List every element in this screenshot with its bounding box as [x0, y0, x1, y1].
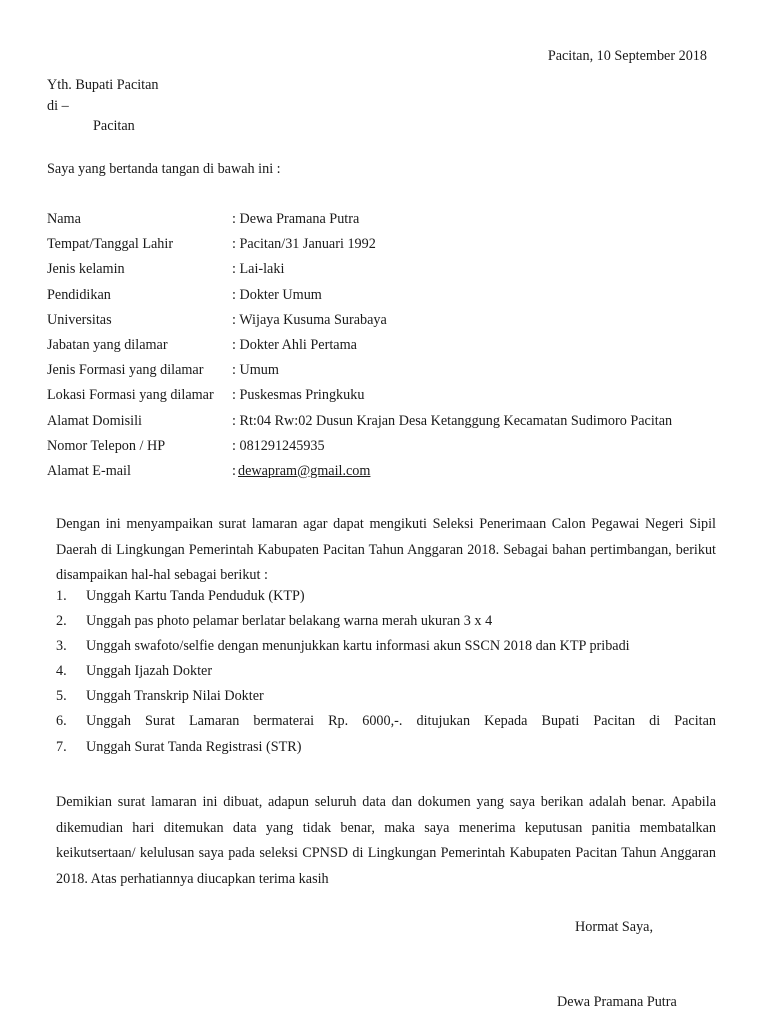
- biodata-row: [47, 236, 672, 261]
- biodata-value: : Lai-laki: [232, 261, 285, 278]
- list-text: Unggah Ijazah Dokter: [86, 663, 213, 680]
- list-number: 3.: [56, 638, 67, 655]
- paragraph-closing: Demikian surat lamaran ini dibuat, adapun seluruh data dan dokumen yang saya berikan adalah benar. Apabila dikemudian hari ditemukan data yang tidak benar, maka saya menerima keputusan panitia membatalkan keikutsertaan/ kelulusan saya pada seleksi CPNSD di Lingkungan Pemerintah Kabupaten Pacitan Tahun Anggaran 2018. Atas perhatiannya diucapkan terima kasih: [56, 794, 716, 887]
- list-item: [56, 688, 716, 713]
- recipient-line-2: di –: [47, 97, 69, 114]
- list-item: [56, 613, 716, 638]
- biodata-value: : Rt:04 Rw:02 Dusun Krajan Desa Ketanggung Kecamatan Sudimoro Pacitan: [232, 412, 673, 429]
- requirements-list: [56, 588, 716, 764]
- biodata-row: [47, 413, 672, 438]
- list-text: Unggah pas photo pelamar berlatar belakang warna merah ukuran 3 x 4: [86, 613, 493, 630]
- list-number: 5.: [56, 688, 67, 705]
- list-number: 4.: [56, 663, 67, 680]
- biodata-label: Jenis Formasi yang dilamar: [47, 362, 204, 379]
- email-link[interactable]: dewapram@gmail.com: [238, 462, 371, 479]
- list-text: Unggah Surat Lamaran bermaterai Rp. 6000,-. ditujukan Kepada Bupati Pacitan di Pacitan: [86, 713, 716, 730]
- biodata-row: [47, 337, 672, 362]
- biodata-value: : Puskesmas Pringkuku: [232, 387, 365, 404]
- list-text: Unggah Transkrip Nilai Dokter: [86, 688, 264, 705]
- biodata-colon: :: [232, 462, 236, 479]
- list-number: 1.: [56, 588, 67, 604]
- biodata-row: [47, 387, 672, 412]
- list-text: Unggah Surat Tanda Registrasi (STR): [86, 738, 302, 755]
- biodata-value: : Pacitan/31 Januari 1992: [232, 236, 376, 253]
- list-item: [56, 739, 716, 764]
- paragraph-intro: Dengan ini menyampaikan surat lamaran agar dapat mengikuti Seleksi Penerimaan Calon Pegawai Negeri Sipil Daerah di Lingkungan Pemerintah Kabupaten Pacitan Tahun Anggaran 2018. Sebagai bahan pertimbangan, berikut disampaikan hal-hal sebagai berikut :: [56, 516, 716, 584]
- letter-date: Pacitan, 10 September 2018: [547, 48, 707, 64]
- biodata-label: Alamat E-mail: [47, 462, 131, 479]
- list-text: Unggah Kartu Tanda Penduduk (KTP): [86, 588, 305, 604]
- biodata-row: [47, 261, 672, 286]
- recipient-block: [47, 75, 159, 137]
- signer-name: Dewa Pramana Putra: [557, 994, 677, 1010]
- list-number: 7.: [56, 738, 67, 755]
- biodata-table: [47, 211, 672, 488]
- biodata-label: Nomor Telepon / HP: [47, 437, 166, 454]
- biodata-row: [47, 287, 672, 312]
- biodata-value: : Dokter Umum: [232, 286, 322, 303]
- list-number: 6.: [56, 713, 67, 730]
- biodata-label: Lokasi Formasi yang dilamar: [47, 387, 214, 404]
- biodata-value: : Wijaya Kusuma Surabaya: [232, 311, 387, 328]
- biodata-label: Pendidikan: [47, 286, 111, 303]
- intro-text: Saya yang bertanda tangan di bawah ini :: [47, 161, 281, 177]
- list-item: [56, 638, 716, 663]
- biodata-row: [47, 312, 672, 337]
- recipient-line-1: Yth. Bupati Pacitan: [47, 77, 159, 93]
- list-text: Unggah swafoto/selfie dengan menunjukkan kartu informasi akun SSCN 2018 dan KTP pribadi: [86, 638, 630, 655]
- biodata-label: Tempat/Tanggal Lahir: [47, 236, 174, 253]
- biodata-value: : Dewa Pramana Putra: [232, 211, 360, 227]
- closing-salutation: Hormat Saya,: [575, 919, 654, 935]
- list-item: [56, 588, 716, 613]
- biodata-row: [47, 438, 672, 463]
- biodata-value: : 081291245935: [232, 437, 325, 454]
- biodata-label: Jabatan yang dilamar: [47, 336, 168, 353]
- biodata-value: : Dokter Ahli Pertama: [232, 336, 357, 353]
- biodata-value: : Umum: [232, 362, 279, 379]
- biodata-row: [47, 211, 672, 236]
- list-item: [56, 713, 716, 738]
- biodata-label: Alamat Domisili: [47, 412, 142, 429]
- list-number: 2.: [56, 613, 67, 630]
- biodata-row: [47, 362, 672, 387]
- biodata-label: Jenis kelamin: [47, 261, 125, 278]
- list-item: [56, 663, 716, 688]
- biodata-row: [47, 463, 672, 488]
- recipient-line-3: Pacitan: [93, 118, 135, 134]
- biodata-label: Universitas: [47, 311, 112, 328]
- biodata-label: Nama: [47, 211, 81, 227]
